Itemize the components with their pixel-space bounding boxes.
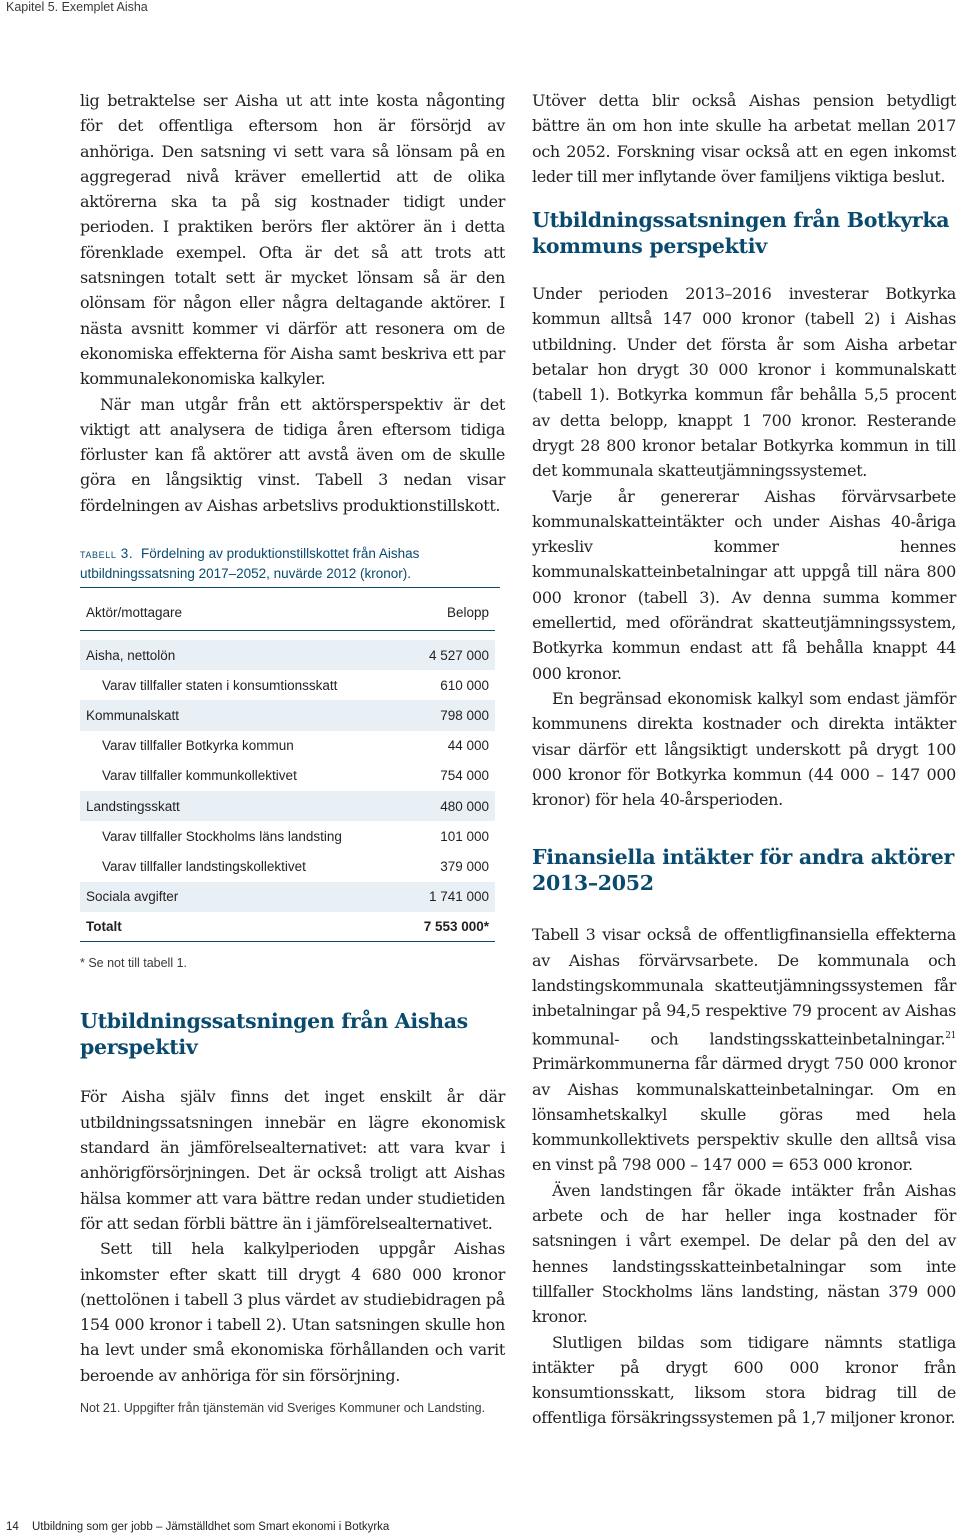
row-value: 480 000 <box>402 791 495 821</box>
row-value: 379 000 <box>440 858 489 874</box>
left-paragraph-4: Sett till hela kalkylperioden uppgår Aishas inkomster efter skatt till drygt 4 680 000 kronor (nettolönen i tabell 3 plus värdet av studiebidragen på 154 000 kronor i tabell 2). Utan satsningen skulle hon ha levt under små ekonomiska förhållanden och varit beroende av anhöriga för sin försörjning. <box>80 1239 505 1385</box>
table-caption-text: Fördelning av produktionstillskottet från Aishas utbildningssatsning 2017–2052, nuvärde 2012 (kronor). <box>80 546 420 582</box>
table-row <box>80 882 495 912</box>
section-heading: Utbildningssatsningen från Botkyrka kommuns perspektiv <box>532 208 950 259</box>
right-paragraph-6: Även landstingen får ökade intäkter från Aishas arbete och de har heller inga kostnader för satsningen i vårt exempel. De delar på den del av hennes landstingsskatteinbetalningar som inte tillfaller Stockholms läns landsting, nästan 379 000 kronor. <box>532 1180 956 1327</box>
running-head: Kapitel 5. Exemplet Aisha <box>6 0 148 14</box>
right-paragraph-3: Varje år genererar Aishas förvärvsarbete kommunalskatteintäkter och under Aishas 40-åriga yrkesliv kommer hennes kommunalskatteinbetalningar att uppgå till nära 800 000 kronor (tabell 3). Av denna summa kommer emellertid, med oförändrat skatteutjämningssystem, Botkyrka kommun endast att få behålla knappt 44 000 kronor. <box>532 486 956 683</box>
row-label: Landstingsskatt <box>80 791 402 821</box>
table-total-row <box>80 912 495 942</box>
footer-title: Utbildning som ger jobb – Jämställdhet som Smart ekonomi i Botkyrka <box>32 1521 390 1533</box>
distribution-table <box>80 588 495 942</box>
table-label: tabell 3. <box>80 546 134 562</box>
row-label: Sociala avgifter <box>80 882 402 912</box>
paragraph-text: Primärkommunerna får därmed drygt 750 000 kronor av Aishas kommunalskatteinbetalningar. Om en lönsamhetskalkyl skulle göras med hela kommunkollektivets perspektiv skulle den alltså visa en vinst på 798 000 – 147 000 = 653 000 kronor. <box>532 1054 956 1175</box>
row-label: Kommunalskatt <box>80 700 402 730</box>
row-value: 101 000 <box>440 828 489 844</box>
left-paragraph-1: lig betraktelse ser Aisha ut att inte kosta någonting för det offentliga eftersom hon är försörjd av anhöriga. Den satsning vi sett vara så lönsam på en aggregerad nivå kräver emellertid att de olika aktörerna ska ta på sig kostnader tidigt under perioden. I praktiken berörs fler aktörer än i detta förenklade exempel. Ofta är det så att trots att satsningen totalt sett är mycket lönsam så är den olönsam för någon eller några deltagande aktörer. I nästa avsnitt kommer vi därför att resonera om de ekonomiska effekterna för Aisha samt beskriva ett par kommunalekonomiska kalkyler. <box>80 91 505 389</box>
row-label: Varav tillfaller Botkyrka kommun <box>102 738 294 754</box>
right-paragraph-1: Utöver detta blir också Aishas pension betydligt bättre än om hon inte skulle ha arbetat mellan 2017 och 2052. Forskning visar också att en egen inkomst leder till mer inflytande över familjens viktiga beslut. <box>532 91 956 186</box>
row-label: Varav tillfaller staten i konsumtionsskatt <box>102 677 338 693</box>
table-row <box>80 670 495 700</box>
table-caption <box>80 544 500 588</box>
table-footnote: * Se not till tabell 1. <box>80 956 188 971</box>
table-row <box>80 821 495 851</box>
table-row <box>80 851 495 881</box>
footnote-reference: 21 <box>945 1030 956 1041</box>
paragraph-text: Tabell 3 visar också de offentligfinansiella effekterna av Aishas förvärvsarbete. De kommunala och landstingskommunala skatteutjämningssystemen får inbetalningar på 94,5 respektive 79 procent av Aishas kommunal- och landstingsskatteinbetalningar. <box>532 925 956 1048</box>
table-header-row <box>80 588 495 630</box>
right-paragraph-7: Slutligen bildas som tidigare nämnts statliga intäkter på drygt 600 000 kronor från konsumtionsskatt, liksom stora bidrag till de offentliga försäkringssystemen på 1,7 miljoner kronor. <box>532 1332 956 1428</box>
page-number: 14 <box>6 1521 19 1533</box>
page-footer <box>6 1521 389 1533</box>
row-label: Varav tillfaller kommunkollektivet <box>102 768 297 784</box>
table-row <box>80 700 495 730</box>
table-row <box>80 761 495 791</box>
right-paragraph-2: Under perioden 2013–2016 investerar Botkyrka kommun alltså 147 000 kronor (tabell 2) i Aishas utbildning. Under det första år som Aisha arbetar betalar hon drygt 30 000 kronor i kommunalskatt (tabell 1). Botkyrka kommun får behålla 5,5 procent av detta belopp, knappt 1 700 kronor. Resterande drygt 28 800 kronor betalar Botkyrka kommun in till det kommunala skatteutjämningssystemet. <box>532 284 956 481</box>
row-value: 44 000 <box>447 738 489 754</box>
row-value: 1 741 000 <box>402 882 495 912</box>
table-row <box>80 791 495 821</box>
row-label: Varav tillfaller Stockholms läns landsting <box>102 828 342 844</box>
right-column <box>532 88 956 1431</box>
column-header-actor: Aktör/mottagare <box>80 588 402 630</box>
table-row <box>80 731 495 761</box>
left-paragraph-2: När man utgår från ett aktörsperspektiv är det viktigt att analysera de tidiga åren eftersom tidiga förluster kan få aktörer att avstå även om de skulle göra en långsiktig vinst. Tabell 3 nedan visar fördelningen av Aishas arbetslivs produktionstillskott. <box>80 394 505 515</box>
right-paragraph-5 <box>532 922 956 1177</box>
table-row <box>80 640 495 670</box>
left-column <box>80 88 505 1388</box>
row-value: 754 000 <box>440 768 489 784</box>
column-header-amount: Belopp <box>402 588 495 630</box>
row-label: Varav tillfaller landstingskollektivet <box>102 858 306 874</box>
section-heading: Finansiella intäkter för andra aktörer 2013–2052 <box>532 845 954 896</box>
right-paragraph-4: En begränsad ekonomisk kalkyl som endast jämför kommunens direkta kostnader och direkta intäkter visar därför ett långsiktigt underskott på drygt 100 000 kronor för Botkyrka kommun (44 000 – 147 000 kronor) för hela 40-årsperioden. <box>532 688 956 810</box>
row-value: 4 527 000 <box>402 640 495 670</box>
section-heading: Utbildningssatsningen från Aishas perspektiv <box>80 1009 468 1060</box>
row-value: 610 000 <box>440 677 489 693</box>
left-paragraph-3: För Aisha själv finns det inget enskilt år där utbildningssatsningen innebär en lägre ekonomisk standard än jämförelsealternativet: att vara kvar i anhörigförsörjningen. Det är också troligt att Aishas hälsa kommer att vara bättre redan under studietiden för att sedan förbli bättre än i jämförelsealternativet. <box>80 1087 505 1233</box>
row-value: 7 553 000* <box>402 912 495 942</box>
row-value: 798 000 <box>402 700 495 730</box>
row-label: Totalt <box>80 912 402 942</box>
page-footnote: Not 21. Uppgifter från tjänstemän vid Sveriges Kommuner och Landsting. <box>80 1401 486 1415</box>
row-label: Aisha, nettolön <box>80 640 402 670</box>
